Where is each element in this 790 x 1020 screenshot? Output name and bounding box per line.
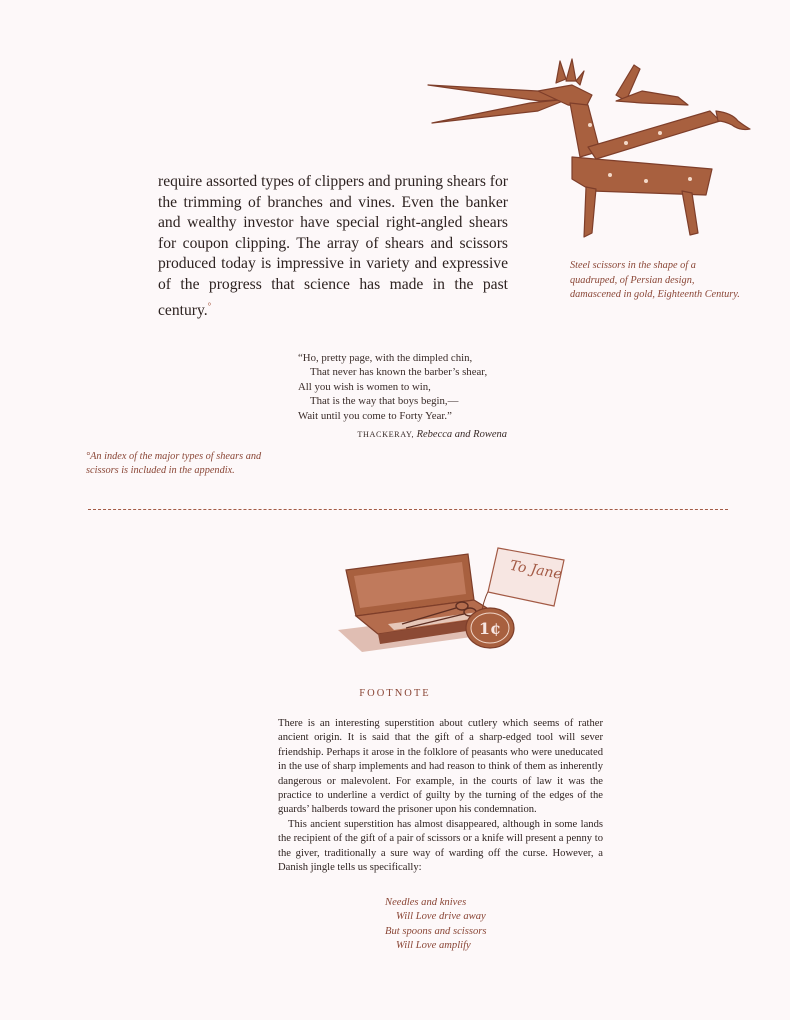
footnote-paragraph-1: There is an interesting superstition about cutlery which seems of rather ancient origin. It is said that the gift of a sharp-edged tool will sever friendship. Perhaps it arose in the folklore of peasants who were uneducated in the use of sharp implements and had reason to think of them as inherently dangerous or malevolent. For example, in the courts of law it was the practice to underline a verdict of guilty by the turning of the edges of the guards’ halberds toward the prisoner upon his condemnation. [278, 718, 603, 816]
quote-work: Rebecca and Rowena [416, 429, 507, 440]
footnote-section-title: FOOTNOTE [359, 688, 431, 699]
body-text: require assorted types of clippers and pruning shears for the trimming of branches and vines. Even the banker and wealthy investor have special right-angled shears for coupon clipping. The array of shears and scissors produced today is impressive in variety and expressive of the progress that science has made in the past century. [158, 173, 508, 319]
danish-jingle [385, 896, 585, 954]
dashed-divider [88, 509, 728, 510]
tag-text: To Jane [508, 557, 563, 583]
quote-attribution [290, 429, 507, 440]
jingle-line: Needles and knives [385, 897, 467, 908]
gift-tag [488, 548, 564, 606]
poem-quote [298, 351, 510, 423]
coin-text: 1¢ [478, 619, 502, 638]
illustration-caption: Steel scissors in the shape of a quadruped, of Persian design, damascened in gold, Eighteenth Century. [570, 260, 740, 300]
quote-line: That never has known the barber’s shear, [310, 366, 488, 379]
footnote-body [278, 717, 603, 875]
quote-line: “Ho, pretty page, with the dimpled chin, [298, 352, 473, 364]
jingle-line: Will Love drive away [396, 911, 486, 923]
quote-line: All you wish is women to win, [298, 380, 431, 393]
penny-coin [466, 608, 514, 648]
quote-line: That is the way that boys begin,— [310, 395, 459, 408]
footnote-marker: ° [207, 300, 212, 311]
quote-author: THACKERAY, [357, 430, 415, 439]
jingle-line: But spoons and scissors [385, 925, 487, 937]
scissors-gift-box-illustration [332, 540, 572, 655]
footnote-paragraph-2: This ancient superstition has almost disappeared, although in some lands the recipient of the gift of a pair of scissors or a knife will present a penny to the giver, traditionally a sure way of warding off the curse. However, a Danish jingle tells us specifically: [278, 818, 603, 874]
main-body-paragraph [158, 172, 508, 321]
quote-line: Wait until you come to Forty Year.” [298, 409, 452, 422]
side-footnote: °An index of the major types of shears and scissors is included in the appendix. [86, 451, 262, 476]
jingle-line: Will Love amplify [396, 940, 471, 952]
